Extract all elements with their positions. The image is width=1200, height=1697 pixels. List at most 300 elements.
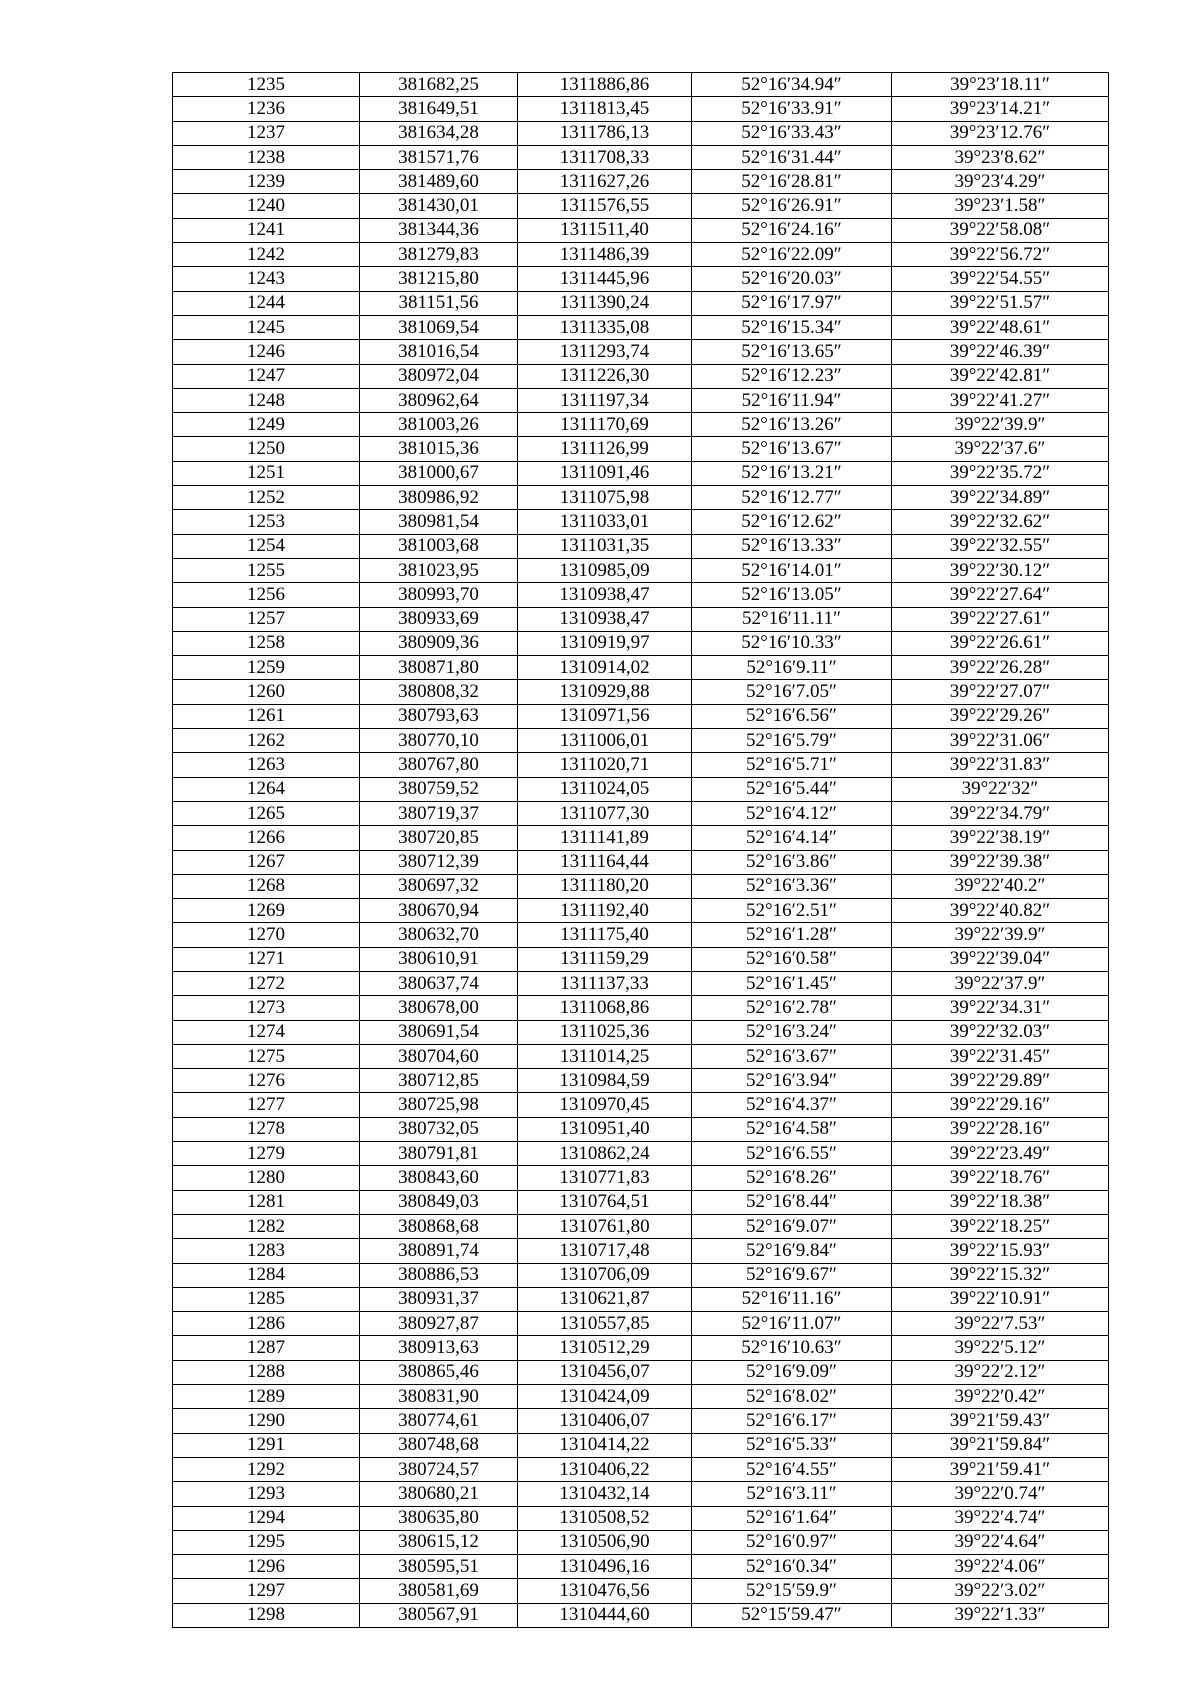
table-row (173, 729, 1109, 753)
latitude-cell: 52°16′4.12″ (692, 801, 892, 825)
longitude-cell: 39°22′32.55″ (892, 534, 1109, 558)
table-row (173, 1530, 1109, 1554)
longitude-cell: 39°22′29.89″ (892, 1069, 1109, 1093)
latitude-cell: 52°16′9.09″ (692, 1360, 892, 1384)
table-row (173, 145, 1109, 169)
point-number-cell: 1260 (173, 680, 360, 704)
y-coordinate-cell: 1311020,71 (518, 753, 692, 777)
latitude-cell: 52°16′22.09″ (692, 243, 892, 267)
latitude-cell: 52°16′8.44″ (692, 1190, 892, 1214)
point-number-cell: 1257 (173, 607, 360, 631)
longitude-cell: 39°22′29.16″ (892, 1093, 1109, 1117)
table-row (173, 874, 1109, 898)
point-number-cell: 1288 (173, 1360, 360, 1384)
latitude-cell: 52°16′3.94″ (692, 1069, 892, 1093)
y-coordinate-cell: 1310476,56 (518, 1579, 692, 1603)
table-row (173, 1579, 1109, 1603)
y-coordinate-cell: 1311024,05 (518, 777, 692, 801)
table-row (173, 340, 1109, 364)
x-coordinate-cell: 381015,36 (360, 437, 518, 461)
latitude-cell: 52°16′11.11″ (692, 607, 892, 631)
longitude-cell: 39°22′39.9″ (892, 413, 1109, 437)
y-coordinate-cell: 1310929,88 (518, 680, 692, 704)
latitude-cell: 52°16′3.67″ (692, 1044, 892, 1068)
latitude-cell: 52°16′11.07″ (692, 1312, 892, 1336)
latitude-cell: 52°16′12.77″ (692, 486, 892, 510)
table-row (173, 510, 1109, 534)
table-row (173, 121, 1109, 145)
longitude-cell: 39°22′30.12″ (892, 558, 1109, 582)
latitude-cell: 52°16′12.62″ (692, 510, 892, 534)
longitude-cell: 39°22′35.72″ (892, 461, 1109, 485)
table-row (173, 1117, 1109, 1141)
table-row (173, 413, 1109, 437)
longitude-cell: 39°22′32.03″ (892, 1020, 1109, 1044)
point-number-cell: 1261 (173, 704, 360, 728)
y-coordinate-cell: 1311006,01 (518, 729, 692, 753)
point-number-cell: 1274 (173, 1020, 360, 1044)
table-row (173, 680, 1109, 704)
longitude-cell: 39°22′40.82″ (892, 899, 1109, 923)
y-coordinate-cell: 1311293,74 (518, 340, 692, 364)
x-coordinate-cell: 380725,98 (360, 1093, 518, 1117)
y-coordinate-cell: 1311031,35 (518, 534, 692, 558)
longitude-cell: 39°22′34.31″ (892, 996, 1109, 1020)
y-coordinate-cell: 1310914,02 (518, 656, 692, 680)
longitude-cell: 39°22′39.9″ (892, 923, 1109, 947)
longitude-cell: 39°22′48.61″ (892, 315, 1109, 339)
table-row (173, 1457, 1109, 1481)
latitude-cell: 52°16′0.58″ (692, 947, 892, 971)
latitude-cell: 52°16′8.26″ (692, 1166, 892, 1190)
table-row (173, 1214, 1109, 1238)
point-number-cell: 1297 (173, 1579, 360, 1603)
y-coordinate-cell: 1311077,30 (518, 801, 692, 825)
y-coordinate-cell: 1311025,36 (518, 1020, 692, 1044)
point-number-cell: 1298 (173, 1603, 360, 1627)
table-row (173, 607, 1109, 631)
point-number-cell: 1277 (173, 1093, 360, 1117)
point-number-cell: 1249 (173, 413, 360, 437)
point-number-cell: 1290 (173, 1409, 360, 1433)
point-number-cell: 1266 (173, 826, 360, 850)
latitude-cell: 52°16′9.67″ (692, 1263, 892, 1287)
table-row (173, 1360, 1109, 1384)
point-number-cell: 1240 (173, 194, 360, 218)
longitude-cell: 39°22′5.12″ (892, 1336, 1109, 1360)
longitude-cell: 39°22′31.45″ (892, 1044, 1109, 1068)
point-number-cell: 1254 (173, 534, 360, 558)
y-coordinate-cell: 1310506,90 (518, 1530, 692, 1554)
table-row (173, 558, 1109, 582)
y-coordinate-cell: 1310971,56 (518, 704, 692, 728)
table-row (173, 1409, 1109, 1433)
x-coordinate-cell: 380871,80 (360, 656, 518, 680)
point-number-cell: 1284 (173, 1263, 360, 1287)
latitude-cell: 52°16′9.07″ (692, 1214, 892, 1238)
latitude-cell: 52°16′13.05″ (692, 583, 892, 607)
x-coordinate-cell: 380581,69 (360, 1579, 518, 1603)
x-coordinate-cell: 380972,04 (360, 364, 518, 388)
point-number-cell: 1265 (173, 801, 360, 825)
longitude-cell: 39°22′10.91″ (892, 1287, 1109, 1311)
table-row (173, 1385, 1109, 1409)
table-row (173, 97, 1109, 121)
longitude-cell: 39°22′46.39″ (892, 340, 1109, 364)
table-row (173, 1482, 1109, 1506)
table-row (173, 777, 1109, 801)
point-number-cell: 1269 (173, 899, 360, 923)
table-row (173, 1142, 1109, 1166)
y-coordinate-cell: 1310938,47 (518, 607, 692, 631)
longitude-cell: 39°22′31.83″ (892, 753, 1109, 777)
point-number-cell: 1291 (173, 1433, 360, 1457)
longitude-cell: 39°21′59.43″ (892, 1409, 1109, 1433)
x-coordinate-cell: 380868,68 (360, 1214, 518, 1238)
latitude-cell: 52°16′17.97″ (692, 291, 892, 315)
y-coordinate-cell: 1310764,51 (518, 1190, 692, 1214)
y-coordinate-cell: 1310432,14 (518, 1482, 692, 1506)
longitude-cell: 39°22′28.16″ (892, 1117, 1109, 1141)
point-number-cell: 1270 (173, 923, 360, 947)
y-coordinate-cell: 1311627,26 (518, 170, 692, 194)
longitude-cell: 39°23′14.21″ (892, 97, 1109, 121)
point-number-cell: 1246 (173, 340, 360, 364)
coordinates-table (172, 72, 1109, 1628)
longitude-cell: 39°22′15.93″ (892, 1239, 1109, 1263)
table-row (173, 1166, 1109, 1190)
table-row (173, 704, 1109, 728)
point-number-cell: 1259 (173, 656, 360, 680)
point-number-cell: 1268 (173, 874, 360, 898)
x-coordinate-cell: 381430,01 (360, 194, 518, 218)
longitude-cell: 39°22′18.76″ (892, 1166, 1109, 1190)
point-number-cell: 1282 (173, 1214, 360, 1238)
latitude-cell: 52°16′11.94″ (692, 388, 892, 412)
latitude-cell: 52°16′24.16″ (692, 218, 892, 242)
table-row (173, 801, 1109, 825)
x-coordinate-cell: 381069,54 (360, 315, 518, 339)
point-number-cell: 1283 (173, 1239, 360, 1263)
x-coordinate-cell: 380670,94 (360, 899, 518, 923)
latitude-cell: 52°16′4.14″ (692, 826, 892, 850)
latitude-cell: 52°16′10.63″ (692, 1336, 892, 1360)
latitude-cell: 52°16′6.56″ (692, 704, 892, 728)
y-coordinate-cell: 1311786,13 (518, 121, 692, 145)
longitude-cell: 39°22′4.64″ (892, 1530, 1109, 1554)
longitude-cell: 39°22′15.32″ (892, 1263, 1109, 1287)
table-row (173, 1336, 1109, 1360)
longitude-cell: 39°23′1.58″ (892, 194, 1109, 218)
table-row (173, 170, 1109, 194)
table-row (173, 899, 1109, 923)
x-coordinate-cell: 380927,87 (360, 1312, 518, 1336)
longitude-cell: 39°22′51.57″ (892, 291, 1109, 315)
y-coordinate-cell: 1311445,96 (518, 267, 692, 291)
y-coordinate-cell: 1311335,08 (518, 315, 692, 339)
table-row (173, 218, 1109, 242)
y-coordinate-cell: 1310771,83 (518, 1166, 692, 1190)
longitude-cell: 39°22′27.61″ (892, 607, 1109, 631)
longitude-cell: 39°22′39.04″ (892, 947, 1109, 971)
table-row (173, 437, 1109, 461)
table-row (173, 1190, 1109, 1214)
point-number-cell: 1238 (173, 145, 360, 169)
table-row (173, 1093, 1109, 1117)
point-number-cell: 1241 (173, 218, 360, 242)
x-coordinate-cell: 381003,68 (360, 534, 518, 558)
x-coordinate-cell: 380724,57 (360, 1457, 518, 1481)
x-coordinate-cell: 380712,85 (360, 1069, 518, 1093)
y-coordinate-cell: 1310761,80 (518, 1214, 692, 1238)
x-coordinate-cell: 380865,46 (360, 1360, 518, 1384)
y-coordinate-cell: 1311486,39 (518, 243, 692, 267)
y-coordinate-cell: 1311164,44 (518, 850, 692, 874)
point-number-cell: 1271 (173, 947, 360, 971)
longitude-cell: 39°22′0.42″ (892, 1385, 1109, 1409)
y-coordinate-cell: 1311091,46 (518, 461, 692, 485)
x-coordinate-cell: 380637,74 (360, 971, 518, 995)
table-row (173, 486, 1109, 510)
longitude-cell: 39°22′2.12″ (892, 1360, 1109, 1384)
point-number-cell: 1278 (173, 1117, 360, 1141)
latitude-cell: 52°16′9.84″ (692, 1239, 892, 1263)
longitude-cell: 39°22′4.74″ (892, 1506, 1109, 1530)
table-row (173, 461, 1109, 485)
longitude-cell: 39°23′8.62″ (892, 145, 1109, 169)
y-coordinate-cell: 1310512,29 (518, 1336, 692, 1360)
longitude-cell: 39°22′4.06″ (892, 1555, 1109, 1579)
table-row (173, 947, 1109, 971)
point-number-cell: 1294 (173, 1506, 360, 1530)
point-number-cell: 1250 (173, 437, 360, 461)
point-number-cell: 1244 (173, 291, 360, 315)
longitude-cell: 39°22′32″ (892, 777, 1109, 801)
x-coordinate-cell: 381279,83 (360, 243, 518, 267)
table-row (173, 1506, 1109, 1530)
x-coordinate-cell: 380595,51 (360, 1555, 518, 1579)
point-number-cell: 1280 (173, 1166, 360, 1190)
y-coordinate-cell: 1310424,09 (518, 1385, 692, 1409)
x-coordinate-cell: 380712,39 (360, 850, 518, 874)
x-coordinate-cell: 381000,67 (360, 461, 518, 485)
x-coordinate-cell: 381023,95 (360, 558, 518, 582)
latitude-cell: 52°16′3.24″ (692, 1020, 892, 1044)
longitude-cell: 39°22′38.19″ (892, 826, 1109, 850)
x-coordinate-cell: 380886,53 (360, 1263, 518, 1287)
x-coordinate-cell: 381151,56 (360, 291, 518, 315)
latitude-cell: 52°16′2.51″ (692, 899, 892, 923)
table-row (173, 1312, 1109, 1336)
x-coordinate-cell: 380635,80 (360, 1506, 518, 1530)
latitude-cell: 52°16′0.34″ (692, 1555, 892, 1579)
point-number-cell: 1267 (173, 850, 360, 874)
table-row (173, 1239, 1109, 1263)
x-coordinate-cell: 380843,60 (360, 1166, 518, 1190)
latitude-cell: 52°16′34.94″ (692, 73, 892, 97)
longitude-cell: 39°21′59.84″ (892, 1433, 1109, 1457)
longitude-cell: 39°22′0.74″ (892, 1482, 1109, 1506)
longitude-cell: 39°23′4.29″ (892, 170, 1109, 194)
longitude-cell: 39°21′59.41″ (892, 1457, 1109, 1481)
latitude-cell: 52°16′4.37″ (692, 1093, 892, 1117)
latitude-cell: 52°16′9.11″ (692, 656, 892, 680)
latitude-cell: 52°16′13.26″ (692, 413, 892, 437)
x-coordinate-cell: 380719,37 (360, 801, 518, 825)
latitude-cell: 52°16′13.21″ (692, 461, 892, 485)
y-coordinate-cell: 1310970,45 (518, 1093, 692, 1117)
x-coordinate-cell: 380831,90 (360, 1385, 518, 1409)
latitude-cell: 52°16′2.78″ (692, 996, 892, 1020)
longitude-cell: 39°22′37.6″ (892, 437, 1109, 461)
point-number-cell: 1251 (173, 461, 360, 485)
point-number-cell: 1276 (173, 1069, 360, 1093)
table-row (173, 826, 1109, 850)
longitude-cell: 39°22′18.38″ (892, 1190, 1109, 1214)
point-number-cell: 1239 (173, 170, 360, 194)
table-row (173, 315, 1109, 339)
longitude-cell: 39°22′34.89″ (892, 486, 1109, 510)
latitude-cell: 52°16′3.11″ (692, 1482, 892, 1506)
latitude-cell: 52°16′26.91″ (692, 194, 892, 218)
point-number-cell: 1245 (173, 315, 360, 339)
table-row (173, 971, 1109, 995)
x-coordinate-cell: 380808,32 (360, 680, 518, 704)
latitude-cell: 52°16′3.86″ (692, 850, 892, 874)
table-row (173, 267, 1109, 291)
longitude-cell: 39°22′54.55″ (892, 267, 1109, 291)
point-number-cell: 1235 (173, 73, 360, 97)
latitude-cell: 52°16′15.34″ (692, 315, 892, 339)
point-number-cell: 1253 (173, 510, 360, 534)
longitude-cell: 39°22′7.53″ (892, 1312, 1109, 1336)
x-coordinate-cell: 380933,69 (360, 607, 518, 631)
table-row (173, 194, 1109, 218)
x-coordinate-cell: 380767,80 (360, 753, 518, 777)
longitude-cell: 39°22′37.9″ (892, 971, 1109, 995)
x-coordinate-cell: 380981,54 (360, 510, 518, 534)
x-coordinate-cell: 381003,26 (360, 413, 518, 437)
x-coordinate-cell: 381649,51 (360, 97, 518, 121)
longitude-cell: 39°22′26.28″ (892, 656, 1109, 680)
x-coordinate-cell: 380691,54 (360, 1020, 518, 1044)
point-number-cell: 1286 (173, 1312, 360, 1336)
y-coordinate-cell: 1310406,07 (518, 1409, 692, 1433)
latitude-cell: 52°16′1.64″ (692, 1506, 892, 1530)
y-coordinate-cell: 1310919,97 (518, 631, 692, 655)
latitude-cell: 52°16′11.16″ (692, 1287, 892, 1311)
latitude-cell: 52°16′14.01″ (692, 558, 892, 582)
table-row (173, 1020, 1109, 1044)
y-coordinate-cell: 1310621,87 (518, 1287, 692, 1311)
y-coordinate-cell: 1311159,29 (518, 947, 692, 971)
longitude-cell: 39°22′29.26″ (892, 704, 1109, 728)
y-coordinate-cell: 1311576,55 (518, 194, 692, 218)
x-coordinate-cell: 380791,81 (360, 1142, 518, 1166)
longitude-cell: 39°22′26.61″ (892, 631, 1109, 655)
latitude-cell: 52°16′5.71″ (692, 753, 892, 777)
latitude-cell: 52°16′5.44″ (692, 777, 892, 801)
x-coordinate-cell: 380748,68 (360, 1433, 518, 1457)
longitude-cell: 39°22′32.62″ (892, 510, 1109, 534)
point-number-cell: 1255 (173, 558, 360, 582)
x-coordinate-cell: 380610,91 (360, 947, 518, 971)
table-row (173, 1044, 1109, 1068)
y-coordinate-cell: 1311813,45 (518, 97, 692, 121)
y-coordinate-cell: 1310706,09 (518, 1263, 692, 1287)
point-number-cell: 1292 (173, 1457, 360, 1481)
y-coordinate-cell: 1311180,20 (518, 874, 692, 898)
table-row (173, 583, 1109, 607)
longitude-cell: 39°22′3.02″ (892, 1579, 1109, 1603)
x-coordinate-cell: 380732,05 (360, 1117, 518, 1141)
y-coordinate-cell: 1310406,22 (518, 1457, 692, 1481)
x-coordinate-cell: 380849,03 (360, 1190, 518, 1214)
latitude-cell: 52°16′4.55″ (692, 1457, 892, 1481)
y-coordinate-cell: 1311014,25 (518, 1044, 692, 1068)
y-coordinate-cell: 1311170,69 (518, 413, 692, 437)
table-row (173, 631, 1109, 655)
y-coordinate-cell: 1311126,99 (518, 437, 692, 461)
y-coordinate-cell: 1310862,24 (518, 1142, 692, 1166)
y-coordinate-cell: 1311197,34 (518, 388, 692, 412)
y-coordinate-cell: 1310456,07 (518, 1360, 692, 1384)
table-row (173, 923, 1109, 947)
y-coordinate-cell: 1310717,48 (518, 1239, 692, 1263)
table-row (173, 1263, 1109, 1287)
x-coordinate-cell: 380567,91 (360, 1603, 518, 1627)
y-coordinate-cell: 1310951,40 (518, 1117, 692, 1141)
point-number-cell: 1243 (173, 267, 360, 291)
latitude-cell: 52°15′59.9″ (692, 1579, 892, 1603)
longitude-cell: 39°22′23.49″ (892, 1142, 1109, 1166)
point-number-cell: 1236 (173, 97, 360, 121)
latitude-cell: 52°16′1.28″ (692, 923, 892, 947)
y-coordinate-cell: 1310984,59 (518, 1069, 692, 1093)
longitude-cell: 39°22′56.72″ (892, 243, 1109, 267)
y-coordinate-cell: 1311226,30 (518, 364, 692, 388)
point-number-cell: 1296 (173, 1555, 360, 1579)
y-coordinate-cell: 1311390,24 (518, 291, 692, 315)
latitude-cell: 52°16′5.33″ (692, 1433, 892, 1457)
y-coordinate-cell: 1311137,33 (518, 971, 692, 995)
x-coordinate-cell: 380759,52 (360, 777, 518, 801)
longitude-cell: 39°22′40.2″ (892, 874, 1109, 898)
table-row (173, 364, 1109, 388)
y-coordinate-cell: 1310444,60 (518, 1603, 692, 1627)
x-coordinate-cell: 380913,63 (360, 1336, 518, 1360)
latitude-cell: 52°16′6.17″ (692, 1409, 892, 1433)
point-number-cell: 1262 (173, 729, 360, 753)
table-row (173, 291, 1109, 315)
table-row (173, 753, 1109, 777)
longitude-cell: 39°22′58.08″ (892, 218, 1109, 242)
x-coordinate-cell: 381571,76 (360, 145, 518, 169)
y-coordinate-cell: 1311886,86 (518, 73, 692, 97)
longitude-cell: 39°22′31.06″ (892, 729, 1109, 753)
longitude-cell: 39°22′27.07″ (892, 680, 1109, 704)
table-row (173, 996, 1109, 1020)
longitude-cell: 39°22′18.25″ (892, 1214, 1109, 1238)
table-row (173, 1555, 1109, 1579)
x-coordinate-cell: 380993,70 (360, 583, 518, 607)
point-number-cell: 1242 (173, 243, 360, 267)
longitude-cell: 39°22′27.64″ (892, 583, 1109, 607)
table-row (173, 1287, 1109, 1311)
x-coordinate-cell: 381634,28 (360, 121, 518, 145)
y-coordinate-cell: 1311141,89 (518, 826, 692, 850)
latitude-cell: 52°16′13.33″ (692, 534, 892, 558)
